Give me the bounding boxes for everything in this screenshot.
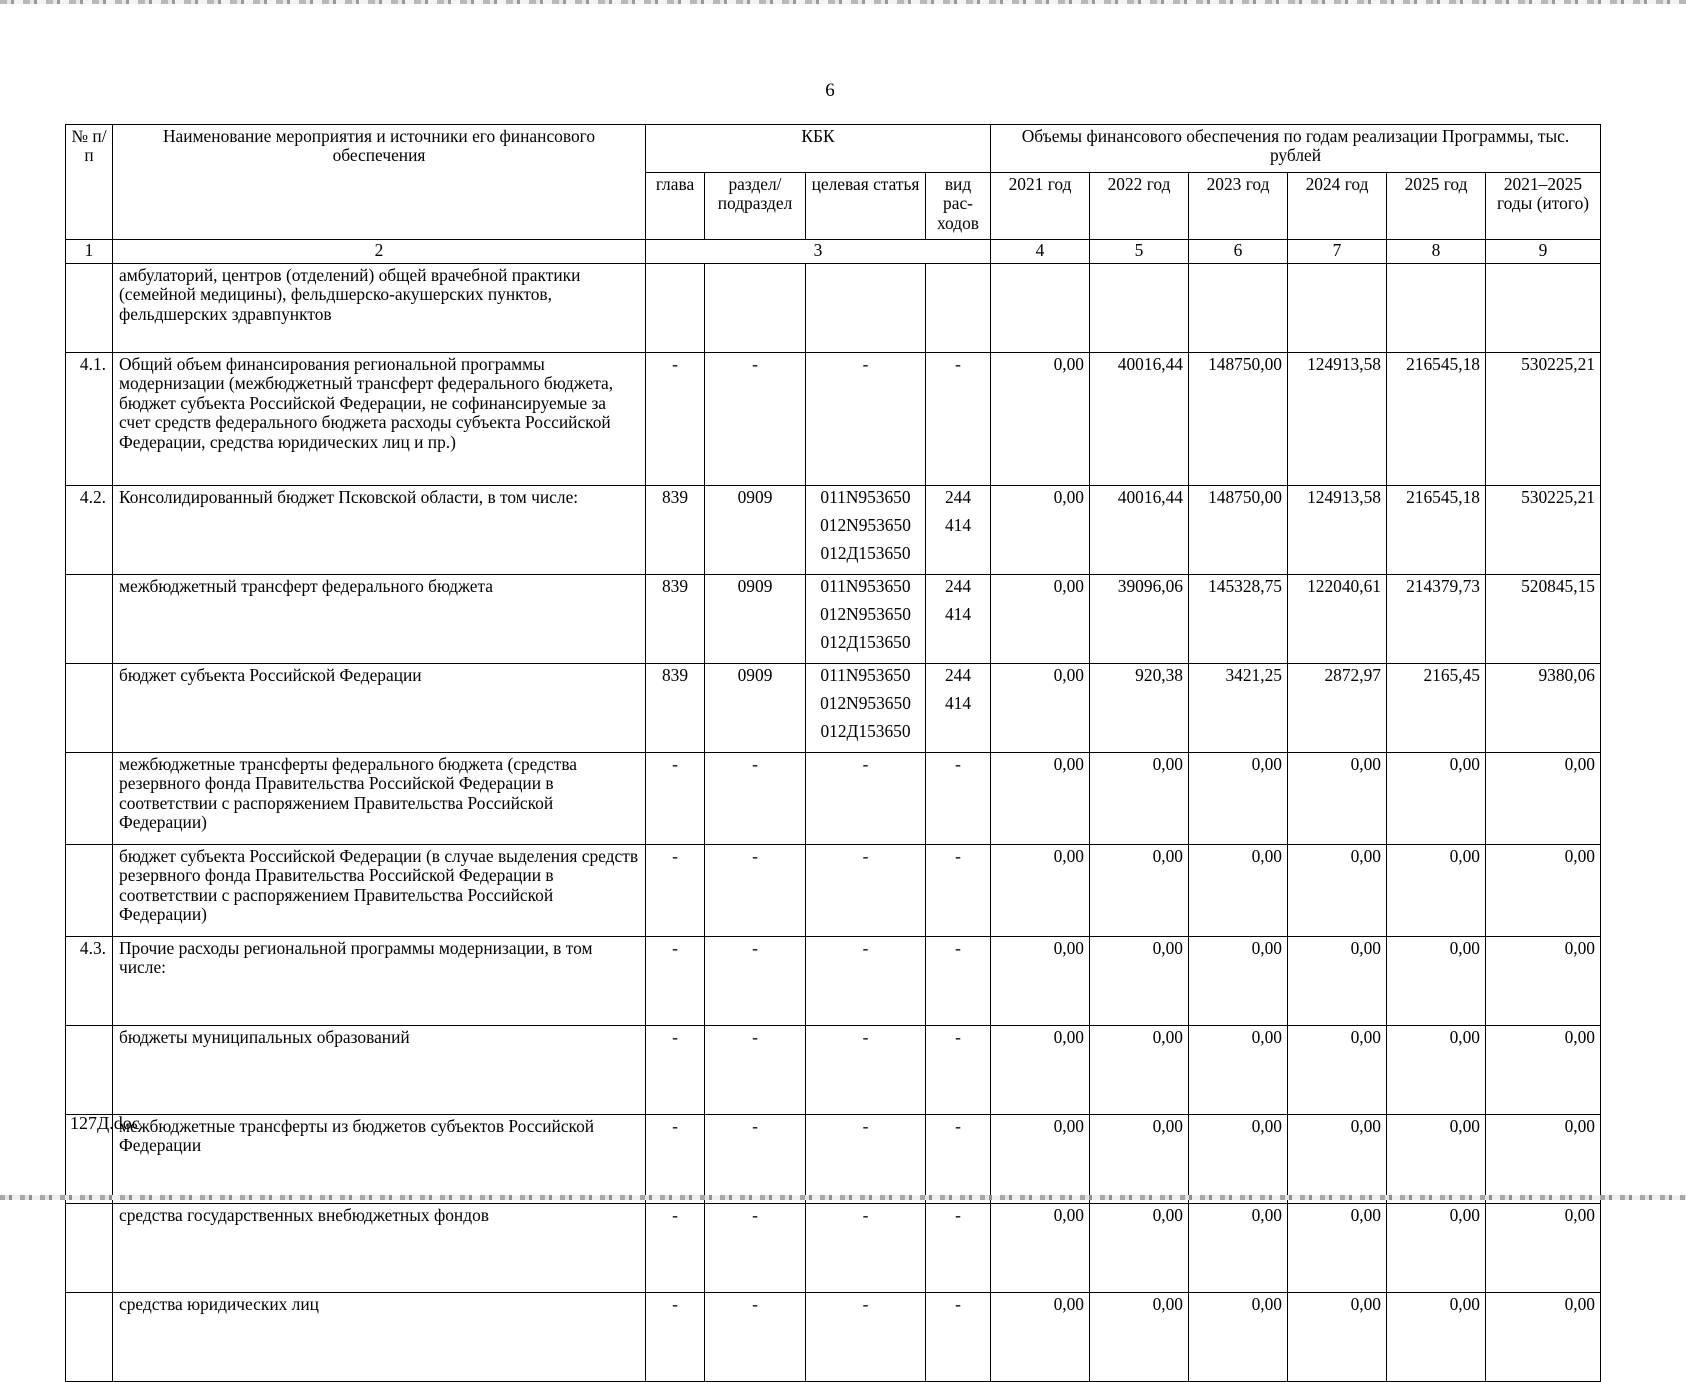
- cell-razdel: 0909: [705, 664, 806, 753]
- cell-value: 40016,44: [1090, 486, 1189, 575]
- cell-razdel: 0909: [705, 575, 806, 664]
- cell-value: 0,00: [1387, 753, 1486, 845]
- row-number: [66, 1026, 113, 1115]
- cell-razdel: -: [705, 1026, 806, 1115]
- cell-value: 0,00: [991, 1115, 1090, 1204]
- cell-tsel: [806, 264, 926, 353]
- cell-razdel: -: [705, 1204, 806, 1293]
- row-name: межбюджетные трансферты из бюджетов субъектов Российской Федерации: [113, 1115, 646, 1204]
- cell-value: 0,00: [1189, 753, 1288, 845]
- cell-tsel: [806, 937, 926, 1026]
- header-2022: 2022 год: [1090, 173, 1189, 240]
- cell-vid-line: [931, 1056, 985, 1084]
- cell-value: 0,00: [991, 845, 1090, 937]
- cell-tsel-line: -: [862, 1027, 869, 1047]
- page-number: 6: [825, 80, 835, 101]
- cell-razdel: -: [705, 937, 806, 1026]
- row-number: [66, 1204, 113, 1293]
- col-number: 4: [991, 240, 1090, 264]
- header-glava: глава: [646, 173, 705, 240]
- cell-vid-line: [931, 1145, 985, 1173]
- cell-glava: [646, 264, 705, 353]
- financing-table: [65, 124, 1601, 1382]
- cell-glava: -: [646, 1115, 705, 1204]
- cell-value: 0,00: [1189, 845, 1288, 937]
- cell-vid: [926, 1026, 991, 1115]
- cell-value: 0,00: [1387, 845, 1486, 937]
- cell-glava: -: [646, 1293, 705, 1382]
- cell-value: [1090, 264, 1189, 353]
- cell-value: 0,00: [1486, 1026, 1601, 1115]
- cell-value: 0,00: [991, 753, 1090, 845]
- cell-vid-line: -: [955, 354, 961, 374]
- row-name: Консолидированный бюджет Псковской области, в том числе:: [113, 486, 646, 575]
- header-vid: вид рас- ходов: [926, 173, 991, 240]
- cell-vid-line: [931, 783, 985, 811]
- table-row: [66, 353, 1601, 486]
- cell-tsel: [806, 1204, 926, 1293]
- cell-tsel: [806, 575, 926, 664]
- cell-tsel-line: 012Д153650: [820, 632, 911, 652]
- cell-tsel: [806, 845, 926, 937]
- cell-value: 0,00: [1090, 753, 1189, 845]
- cell-value: 0,00: [991, 1204, 1090, 1293]
- cell-tsel: [806, 1026, 926, 1115]
- cell-value: 0,00: [1288, 937, 1387, 1026]
- scan-edge-top: [0, 0, 1686, 4]
- cell-vid-line: 414: [944, 515, 972, 535]
- cell-vid-line: -: [955, 938, 961, 958]
- cell-value: 148750,00: [1189, 353, 1288, 486]
- header-razdel: раздел/ подраздел: [705, 173, 806, 240]
- cell-tsel-line: 012N953650: [820, 604, 911, 624]
- cell-tsel-line: -: [862, 1205, 869, 1225]
- table-row: [66, 845, 1601, 937]
- cell-value: 3421,25: [1189, 664, 1288, 753]
- cell-tsel-line: [811, 1323, 920, 1351]
- cell-tsel: [806, 753, 926, 845]
- header-total: 2021–2025 годы (итого): [1486, 173, 1601, 240]
- cell-tsel-line: [811, 783, 920, 811]
- cell-value: 0,00: [1486, 937, 1601, 1026]
- cell-razdel: [705, 264, 806, 353]
- cell-value: 39096,06: [1090, 575, 1189, 664]
- cell-value: 2872,97: [1288, 664, 1387, 753]
- cell-glava: -: [646, 753, 705, 845]
- cell-tsel-line: [811, 903, 920, 931]
- cell-vid-line: [931, 1323, 985, 1351]
- header-volumes: Объемы финансового обеспечения по годам реализации Программы, тыс. рублей: [991, 125, 1601, 173]
- cell-vid-line: [931, 1234, 985, 1262]
- cell-value: 216545,18: [1387, 486, 1486, 575]
- cell-vid: [926, 1204, 991, 1293]
- table-row: [66, 664, 1601, 753]
- cell-tsel-line: [811, 967, 920, 995]
- table-row: [66, 1204, 1601, 1293]
- cell-value: 520845,15: [1486, 575, 1601, 664]
- row-name: средства государственных внебюджетных фондов: [113, 1204, 646, 1293]
- cell-tsel-line: [811, 875, 920, 903]
- row-name: бюджеты муниципальных образований: [113, 1026, 646, 1115]
- header-2024: 2024 год: [1288, 173, 1387, 240]
- row-number: 4.2.: [66, 486, 113, 575]
- cell-value: 0,00: [1090, 937, 1189, 1026]
- cell-tsel-line: [811, 1145, 920, 1173]
- cell-value: 2165,45: [1387, 664, 1486, 753]
- cell-value: 0,00: [1387, 1204, 1486, 1293]
- cell-vid-line: -: [955, 1027, 961, 1047]
- cell-value: 920,38: [1090, 664, 1189, 753]
- cell-value: 0,00: [1486, 753, 1601, 845]
- cell-value: 0,00: [1090, 1204, 1189, 1293]
- cell-glava: -: [646, 937, 705, 1026]
- cell-value: 0,00: [1189, 1115, 1288, 1204]
- cell-tsel-line: [811, 266, 920, 294]
- cell-tsel-line: 012Д153650: [820, 543, 911, 563]
- cell-tsel: [806, 486, 926, 575]
- cell-glava: -: [646, 353, 705, 486]
- row-number: 4.1.: [66, 353, 113, 486]
- col-number: 5: [1090, 240, 1189, 264]
- cell-value: 0,00: [1288, 845, 1387, 937]
- scan-edge-bottom: [0, 1195, 1686, 1200]
- cell-vid-line: [931, 383, 985, 411]
- cell-value: 0,00: [991, 1026, 1090, 1115]
- cell-tsel-line: -: [862, 354, 869, 374]
- cell-vid: [926, 753, 991, 845]
- cell-value: 0,00: [1387, 1115, 1486, 1204]
- cell-value: 0,00: [1486, 1115, 1601, 1204]
- cell-value: 0,00: [1189, 1026, 1288, 1115]
- cell-value: 0,00: [1189, 1293, 1288, 1382]
- cell-value: 9380,06: [1486, 664, 1601, 753]
- cell-vid: [926, 353, 991, 486]
- table-row: [66, 937, 1601, 1026]
- row-name: бюджет субъекта Российской Федерации (в случае выделения средств резервного фонда Правительства Российской Федерации в соответствии с распоряжением Правительства Российской Федерации): [113, 845, 646, 937]
- cell-tsel-line: [811, 1262, 920, 1290]
- cell-value: 0,00: [1387, 1026, 1486, 1115]
- cell-tsel: [806, 664, 926, 753]
- header-2021: 2021 год: [991, 173, 1090, 240]
- cell-razdel: -: [705, 845, 806, 937]
- col-number: 2: [113, 240, 646, 264]
- row-name: межбюджетные трансферты федерального бюджета (средства резервного фонда Правительства Российской Федерации в соответствии с распоряжением Правительства Российской Федерации): [113, 753, 646, 845]
- cell-tsel-line: [811, 1234, 920, 1262]
- cell-value: 0,00: [1486, 1204, 1601, 1293]
- cell-value: 145328,75: [1189, 575, 1288, 664]
- cell-value: 124913,58: [1288, 486, 1387, 575]
- row-number: [66, 264, 113, 353]
- row-number: [66, 664, 113, 753]
- table-row: [66, 486, 1601, 575]
- header-num: № п/п: [66, 125, 113, 240]
- table-row: [66, 753, 1601, 845]
- cell-vid: [926, 664, 991, 753]
- table-row: [66, 1115, 1601, 1204]
- cell-value: 0,00: [1090, 1026, 1189, 1115]
- cell-value: 0,00: [991, 486, 1090, 575]
- cell-vid-line: [931, 266, 985, 294]
- row-number: [66, 753, 113, 845]
- cell-vid-line: -: [955, 754, 961, 774]
- cell-razdel: -: [705, 1115, 806, 1204]
- cell-value: [1288, 264, 1387, 353]
- cell-value: 0,00: [991, 1293, 1090, 1382]
- cell-tsel-line: [811, 811, 920, 839]
- cell-tsel-line: [811, 294, 920, 322]
- cell-tsel-line: 011N953650: [820, 487, 911, 507]
- cell-value: [1486, 264, 1601, 353]
- cell-value: 40016,44: [1090, 353, 1189, 486]
- cell-tsel-line: [811, 322, 920, 350]
- cell-value: 0,00: [1090, 1115, 1189, 1204]
- row-name: Общий объем финансирования региональной программы модернизации (межбюджетный трансферт федерального бюджета, бюджет субъекта Российской Федерации, не софинансируемые за счет средств федерального бюджета расходы субъекта Российской Федерации, средства юридических лиц и пр.): [113, 353, 646, 486]
- table-header: [66, 125, 1601, 264]
- cell-value: 0,00: [1090, 845, 1189, 937]
- cell-glava: -: [646, 1204, 705, 1293]
- cell-vid-line: 244: [944, 487, 972, 507]
- cell-glava: -: [646, 845, 705, 937]
- cell-vid-line: 414: [944, 604, 972, 624]
- col-number: 3: [646, 240, 991, 264]
- cell-tsel: [806, 1115, 926, 1204]
- cell-value: 148750,00: [1189, 486, 1288, 575]
- table-body: [66, 264, 1601, 1382]
- cell-value: [1387, 264, 1486, 353]
- cell-tsel-line: 012N953650: [820, 693, 911, 713]
- cell-value: 0,00: [1090, 1293, 1189, 1382]
- row-name: амбулаторий, центров (отделений) общей врачебной практики (семейной медицины), фельдшерско-акушерских пунктов, фельдшерских здравпунктов: [113, 264, 646, 353]
- cell-value: 0,00: [1486, 845, 1601, 937]
- cell-vid-line: [931, 967, 985, 995]
- cell-tsel-line: [811, 383, 920, 411]
- cell-vid: [926, 264, 991, 353]
- cell-vid-line: [931, 294, 985, 322]
- cell-tsel-line: 012Д153650: [820, 721, 911, 741]
- cell-tsel-line: [811, 1084, 920, 1112]
- cell-tsel-line: -: [862, 846, 869, 866]
- cell-value: 0,00: [991, 937, 1090, 1026]
- cell-razdel: -: [705, 1293, 806, 1382]
- col-number: 1: [66, 240, 113, 264]
- cell-tsel-line: 012N953650: [820, 515, 911, 535]
- cell-tsel-line: [811, 995, 920, 1023]
- cell-razdel: -: [705, 753, 806, 845]
- row-number: [66, 845, 113, 937]
- cell-vid: [926, 575, 991, 664]
- cell-tsel-line: -: [862, 1116, 869, 1136]
- row-name: межбюджетный трансферт федерального бюджета: [113, 575, 646, 664]
- cell-value: 0,00: [991, 664, 1090, 753]
- row-name: Прочие расходы региональной программы модернизации, в том числе:: [113, 937, 646, 1026]
- cell-glava: 839: [646, 575, 705, 664]
- table-row: [66, 1293, 1601, 1382]
- cell-vid-line: -: [955, 1294, 961, 1314]
- cell-value: 0,00: [1288, 1204, 1387, 1293]
- cell-glava: 839: [646, 664, 705, 753]
- cell-tsel-line: 011N953650: [820, 576, 911, 596]
- cell-value: 0,00: [1288, 1293, 1387, 1382]
- cell-value: 530225,21: [1486, 486, 1601, 575]
- cell-value: 216545,18: [1387, 353, 1486, 486]
- cell-vid: [926, 1293, 991, 1382]
- cell-razdel: 0909: [705, 486, 806, 575]
- row-number: 4.3.: [66, 937, 113, 1026]
- row-number: [66, 1293, 113, 1382]
- table-row: [66, 264, 1601, 353]
- cell-value: 0,00: [991, 575, 1090, 664]
- cell-value: 0,00: [1189, 1204, 1288, 1293]
- header-tsel: целевая статья: [806, 173, 926, 240]
- row-name: средства юридических лиц: [113, 1293, 646, 1382]
- row-number: [66, 575, 113, 664]
- cell-vid-line: 414: [944, 693, 972, 713]
- column-number-row: [66, 240, 1601, 264]
- col-number: 9: [1486, 240, 1601, 264]
- cell-vid-line: -: [955, 1116, 961, 1136]
- cell-vid-line: 244: [944, 576, 972, 596]
- cell-tsel: [806, 1293, 926, 1382]
- header-name: Наименование мероприятия и источники его финансового обеспечения: [113, 125, 646, 240]
- cell-value: 0,00: [1486, 1293, 1601, 1382]
- col-number: 6: [1189, 240, 1288, 264]
- cell-value: 0,00: [1288, 1115, 1387, 1204]
- cell-value: 0,00: [1387, 1293, 1486, 1382]
- cell-tsel-line: [811, 411, 920, 439]
- table-row: [66, 575, 1601, 664]
- row-name: бюджет субъекта Российской Федерации: [113, 664, 646, 753]
- cell-tsel-line: -: [862, 938, 869, 958]
- cell-value: [1189, 264, 1288, 353]
- cell-value: 0,00: [1387, 937, 1486, 1026]
- cell-razdel: -: [705, 353, 806, 486]
- cell-value: 214379,73: [1387, 575, 1486, 664]
- cell-tsel: [806, 353, 926, 486]
- cell-vid: [926, 1115, 991, 1204]
- cell-tsel-line: -: [862, 1294, 869, 1314]
- cell-tsel-line: 011N953650: [820, 665, 911, 685]
- cell-value: 122040,61: [1288, 575, 1387, 664]
- table-row: [66, 1026, 1601, 1115]
- col-number: 8: [1387, 240, 1486, 264]
- cell-vid-line: -: [955, 846, 961, 866]
- cell-tsel-line: [811, 1351, 920, 1379]
- header-2025: 2025 год: [1387, 173, 1486, 240]
- header-kbk: КБК: [646, 125, 991, 173]
- cell-value: 0,00: [1288, 1026, 1387, 1115]
- cell-value: [991, 264, 1090, 353]
- cell-value: 530225,21: [1486, 353, 1601, 486]
- col-number: 7: [1288, 240, 1387, 264]
- header-2023: 2023 год: [1189, 173, 1288, 240]
- cell-vid-line: -: [955, 1205, 961, 1225]
- cell-value: 0,00: [1189, 937, 1288, 1026]
- cell-tsel-line: -: [862, 754, 869, 774]
- cell-vid-line: [931, 875, 985, 903]
- cell-glava: 839: [646, 486, 705, 575]
- cell-glava: -: [646, 1026, 705, 1115]
- cell-vid-line: 244: [944, 665, 972, 685]
- cell-tsel-line: [811, 1056, 920, 1084]
- cell-vid: [926, 486, 991, 575]
- cell-vid: [926, 845, 991, 937]
- cell-value: 124913,58: [1288, 353, 1387, 486]
- cell-value: 0,00: [1288, 753, 1387, 845]
- file-name-footer: 127Д.doc: [70, 1113, 140, 1133]
- cell-value: 0,00: [991, 353, 1090, 486]
- cell-vid: [926, 937, 991, 1026]
